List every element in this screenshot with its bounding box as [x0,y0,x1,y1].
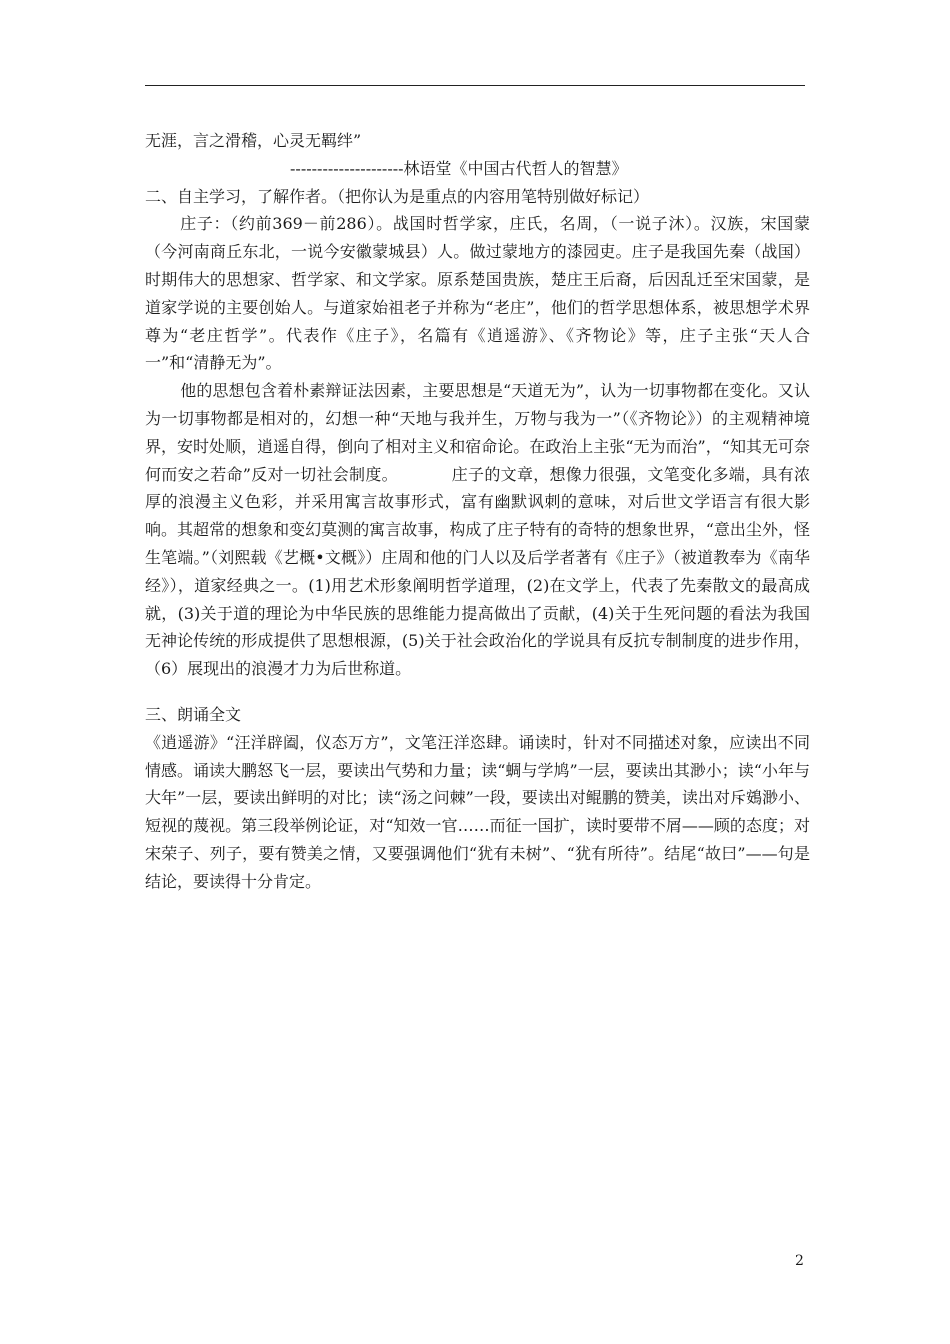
page-number: 2 [795,1253,804,1269]
quote-signature: ---------------------林语堂《中国古代哲人的智慧》 [290,158,628,178]
section3-paragraph: 《逍遥游》“汪洋辟阖，仪态万方”，文笔汪洋恣肆。诵读时，针对不同描述对象，应读出不同情感。诵读大鹏怒飞一层，要读出气势和力量；读“蜩与学鸠”一层，要读出其渺小；读“小年与大年”一层，要读出鲜明的对比；读“汤之问棘”一段，要读出对鲲鹏的赞美，读出对斥鴳渺小、短视的蔑视。第三段举例论证，对“知效一官……而征一国扩，读时要带不屑——顾的态度；对宋荣子、列子，要有赞美之情，又要强调他们“犹有未树”、“犹有所待”。结尾“故曰”——句是结论，要读得十分肯定。 [145,732,810,891]
section2-paragraph-thought: 他的思想包含着朴素辩证法因素，主要思想是“天道无为”，认为一切事物都在变化。又认为一切事物都是相对的，幻想一种“天地与我并生，万物与我为一”（《齐物论》）的主观精神境界，安时处顺，逍遥自得，倒向了相对主义和宿命论。在政治上主张“无为而治”，“知其无可奈何而安之若命”反对一切社会制度。 庄子的文章，想像力很强，文笔变化多端，具有浓厚的浪漫主义色彩，并采用寓言故事形式，富有幽默讽刺的意味，对后世文学语言有很大影响。其超常的想象和变幻莫测的寓言故事，构成了庄子特有的奇特的想象世界，“意出尘外，怪生笔端。”（刘熙载《艺概•文概》）庄周和他的门人以及后学者著有《庄子》（被道教奉为《南华经》），道家经典之一。(1)用艺术形象阐明哲学道理，(2)在文学上，代表了先秦散文的最高成就，(3)关于道的理论为中华民族的思维能力提高做出了贡献，(4)关于生死问题的看法为我国无神论传统的形成提供了思想根源，(5)关于社会政治化的学说具有反抗专制制度的进步作用，（6）展现出的浪漫才力为后世称道。 [145,381,810,679]
section3-heading: 三、朗诵全文 [145,704,242,724]
section2-paragraph-author: 庄子：（约前369－前286）。战国时哲学家，庄氏，名周，（一说子沐）。汉族，宋国蒙（今河南商丘东北，一说今安徽蒙城县）人。做过蒙地方的漆园吏。庄子是我国先秦（战国）时期伟大的思想家、哲学家、和文学家。原系楚国贵族，楚庄王后裔，后因乱迁至宋国蒙，是道家学说的主要创始人。与道家始祖老子并称为“老庄”，他们的哲学思想体系，被思想学术界尊为“老庄哲学”。代表作《庄子》，名篇有《逍遥游》、《齐物论》等，庄子主张“天人合一”和“清静无为”。 [145,214,810,373]
quote-tail: 无涯，言之滑稽，心灵无羁绊” [145,131,362,150]
section2-heading: 二、自主学习，了解作者。（把你认为是重点的内容用笔特别做好标记） [145,186,650,206]
document-body [145,127,810,896]
header-rule [145,85,805,86]
